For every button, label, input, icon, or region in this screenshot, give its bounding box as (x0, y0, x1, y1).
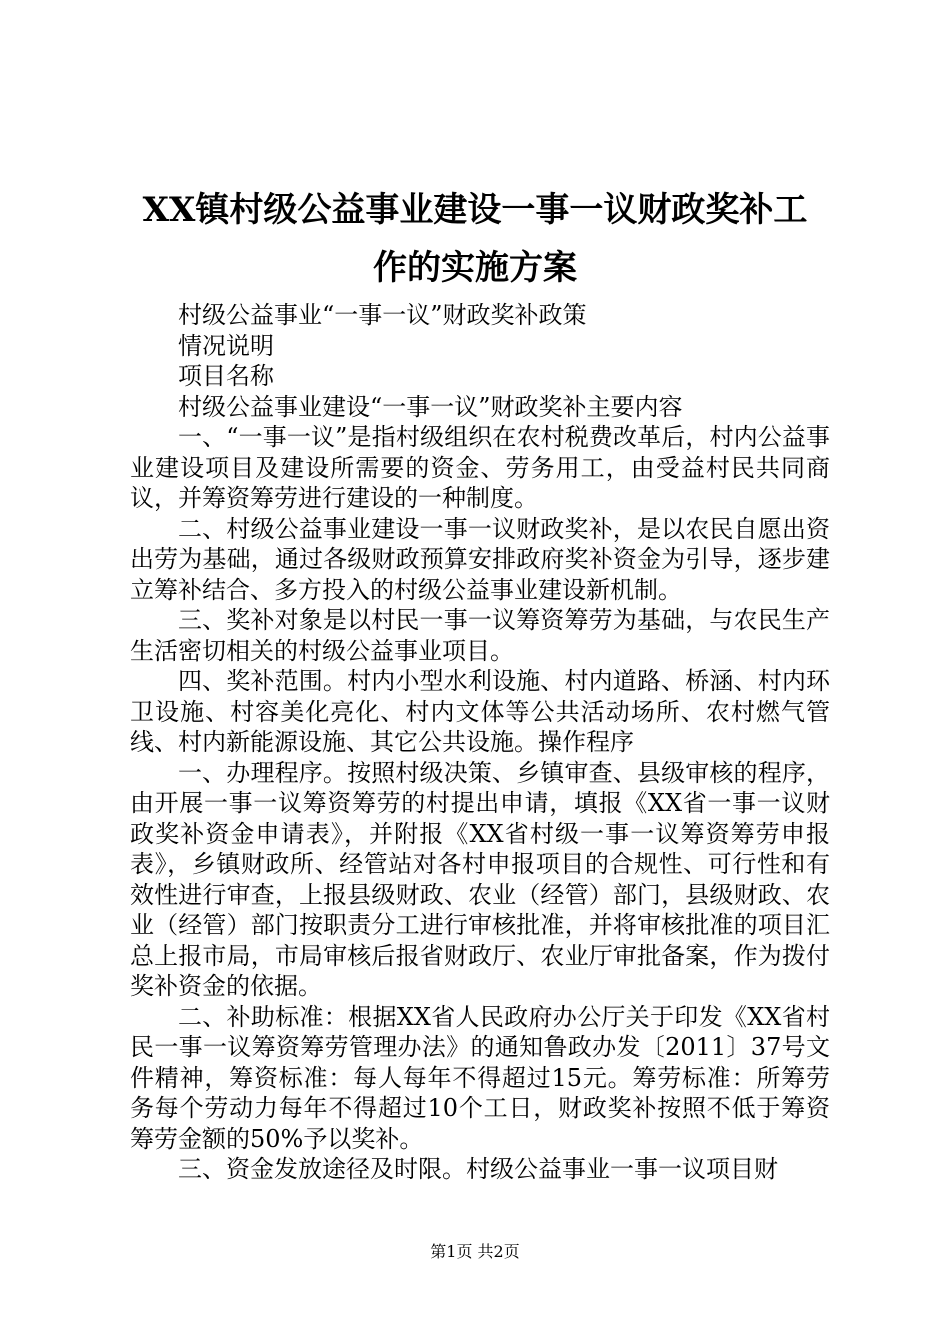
document-title-line-2: 作的实施方案 (373, 248, 577, 288)
document-title-line-1: XX镇村级公益事业建设一事一议财政奖补工 (142, 190, 808, 230)
paragraph-subsidy-scope: 四、奖补范围。村内小型水利设施、村内道路、桥涵、村内环卫设施、村容美化亮化、村内文体等公共活动场所、农村燃气管线、村内新能源设施、其它公共设施。操作程序 (130, 667, 830, 756)
paragraph-subsidy-target: 三、奖补对象是以村民一事一议筹资筹劳为基础，与农民生产生活密切相关的村级公益事业项目。 (130, 606, 830, 665)
paragraph-policy-heading: 村级公益事业“一事一议”财政奖补政策 (178, 301, 587, 329)
paragraph-definition: 一、“一事一议”是指村级组织在农村税费改革后，村内公益事业建设项目及建设所需要的资金、劳务用工，由受益村民共同商议，并筹资筹劳进行建设的一种制度。 (130, 423, 830, 512)
paragraph-procedure: 一、办理程序。按照村级决策、乡镇审查、县级审核的程序，由开展一事一议筹资筹劳的村提出申请，填报《XX省一事一议财政奖补资金申请表》，并附报《XX省村级一事一议筹资筹劳申报表》，乡镇财政所、经管站对各村申报项目的合规性、可行性和有效性进行审查，上报县级财政、农业（经管）部门，县级财政、农业（经管）部门按职责分工进行审核批准，并将审核批准的项目汇总上报市局，市局审核后报省财政厅、农业厅审批备案，作为拨付奖补资金的依据。 (130, 758, 830, 1000)
paragraph-subsidy-standard: 二、补助标准：根据XX省人民政府办公厅关于印发《XX省村民一事一议筹资筹劳管理办法》的通知鲁政办发〔2011〕37号文件精神，筹资标准：每人每年不得超过15元。筹劳标准：所筹劳务每个劳动力每年不得超过10个工日，财政奖补按照不低于筹资筹劳金额的50%予以奖补。 (130, 1002, 830, 1153)
document-body (130, 300, 830, 1185)
page-number-footer: 第1页 共2页 (430, 1242, 520, 1261)
paragraph-mechanism: 二、村级公益事业建设一事一议财政奖补，是以农民自愿出资出劳为基础，通过各级财政预算安排政府奖补资金为引导，逐步建立筹补结合、多方投入的村级公益事业建设新机制。 (130, 514, 830, 604)
paragraph-main-content-heading: 村级公益事业建设“一事一议”财政奖补主要内容 (178, 392, 683, 421)
paragraph-fund-distribution: 三、资金发放途径及时限。村级公益事业一事一议项目财 (178, 1155, 778, 1183)
paragraph-project-name: 项目名称 (178, 362, 274, 390)
paragraph-situation-heading: 情况说明 (178, 331, 274, 360)
